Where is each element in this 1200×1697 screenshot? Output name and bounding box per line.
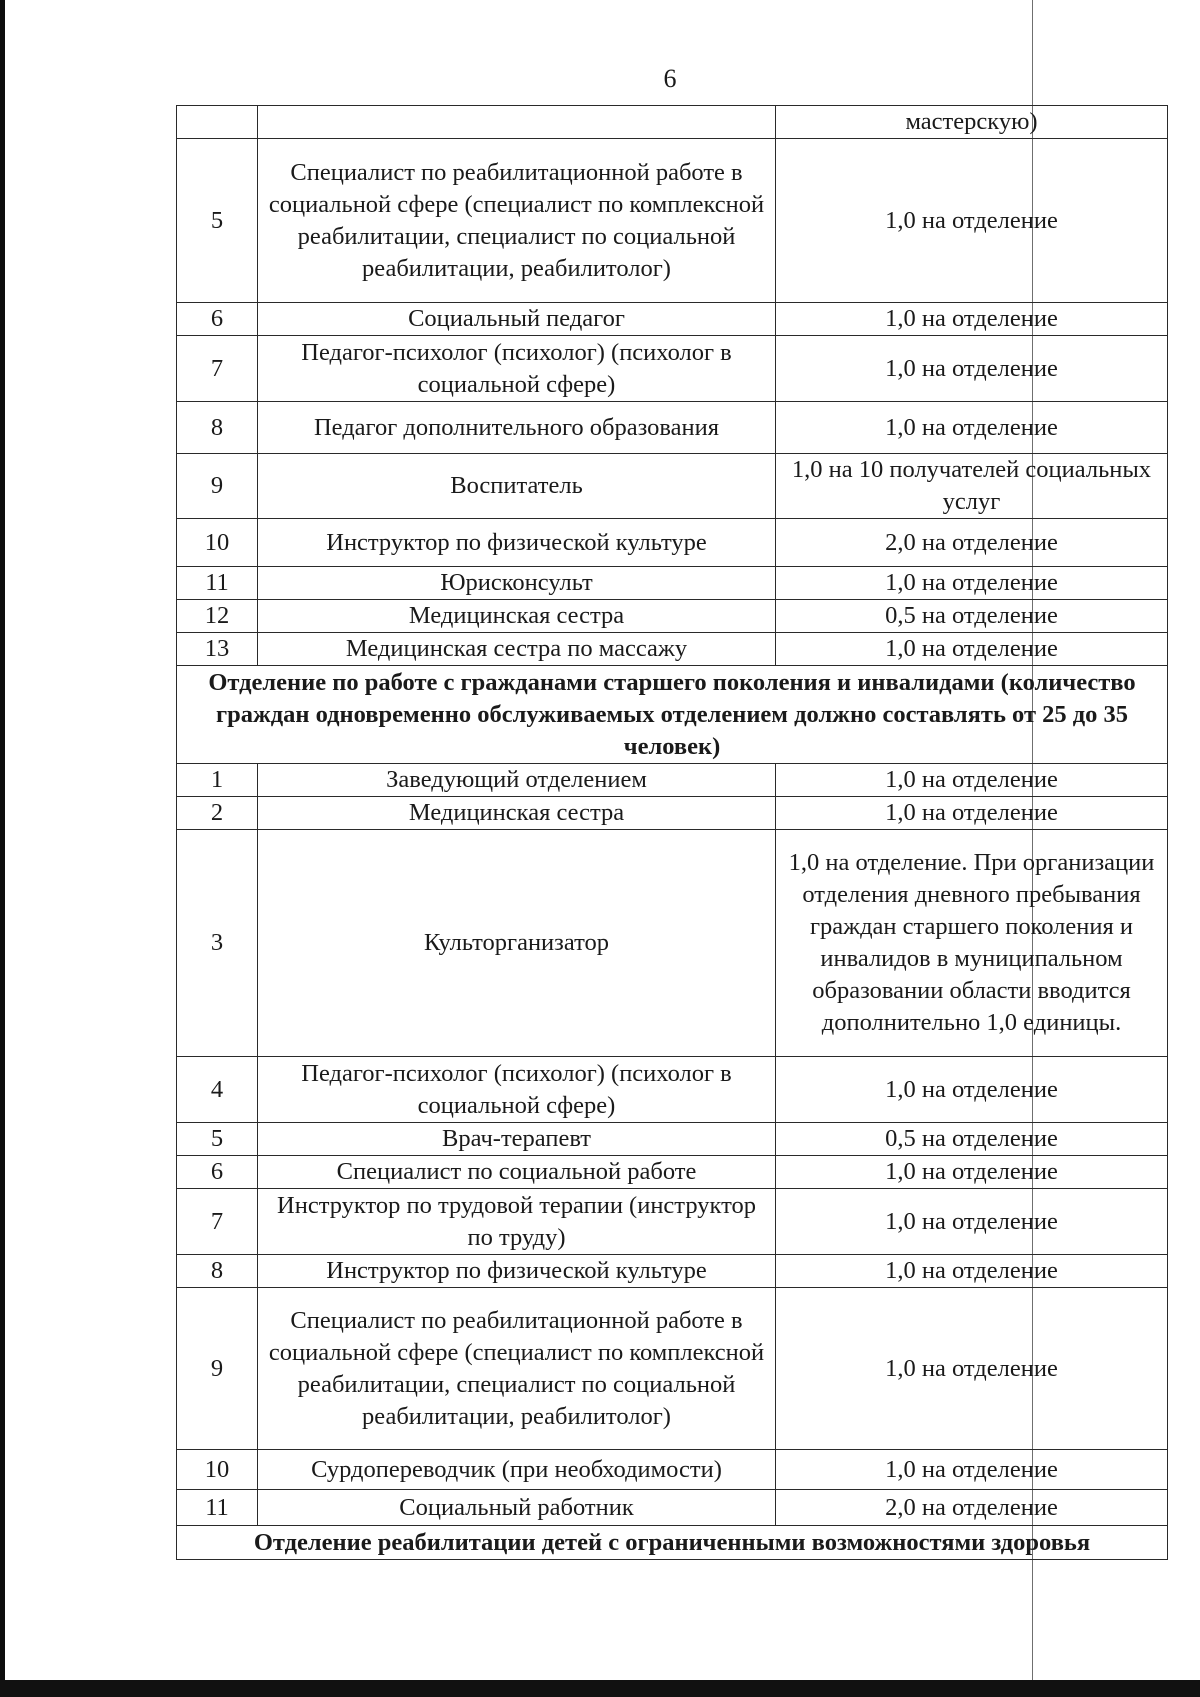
- section-title-children: Отделение реабилитации детей с ограниченными возможностями здоровья: [177, 1526, 1168, 1560]
- table-row: [177, 764, 1168, 797]
- row-number: 13: [177, 633, 258, 666]
- position-name: Медицинская сестра: [258, 600, 776, 633]
- table-row: [177, 454, 1168, 519]
- staff-norm: 2,0 на отделение: [776, 519, 1168, 567]
- position-name: Специалист по реабилитационной работе в социальной сфере (специалист по комплексной реабилитации, специалист по социальной реабилитации, реабилитолог): [258, 1288, 776, 1450]
- table-row: [177, 1255, 1168, 1288]
- staff-norm: 1,0 на отделение: [776, 139, 1168, 303]
- table-row: [177, 106, 1168, 139]
- staff-norm: 1,0 на отделение: [776, 633, 1168, 666]
- position-name: Педагог дополнительного образования: [258, 402, 776, 454]
- table-row: [177, 633, 1168, 666]
- table-row: [177, 600, 1168, 633]
- section-header-row: [177, 1526, 1168, 1560]
- table-row: [177, 1156, 1168, 1189]
- row-number: 10: [177, 1450, 258, 1490]
- row-number: 8: [177, 1255, 258, 1288]
- row-number: 9: [177, 454, 258, 519]
- staff-norm: 1,0 на отделение: [776, 1156, 1168, 1189]
- row-number: 6: [177, 1156, 258, 1189]
- table-row: [177, 1490, 1168, 1526]
- table-row: [177, 402, 1168, 454]
- position-name: Врач-терапевт: [258, 1123, 776, 1156]
- staff-norm: 1,0 на отделение: [776, 567, 1168, 600]
- table-row: [177, 797, 1168, 830]
- staff-norm: 1,0 на отделение: [776, 1255, 1168, 1288]
- position-name: Юрисконсульт: [258, 567, 776, 600]
- position-name: Специалист по реабилитационной работе в социальной сфере (специалист по комплексной реабилитации, специалист по социальной реабилитации, реабилитолог): [258, 139, 776, 303]
- row-number: 7: [177, 336, 258, 402]
- row-number: [177, 106, 258, 139]
- position-name: Социальный работник: [258, 1490, 776, 1526]
- position-name: Медицинская сестра по массажу: [258, 633, 776, 666]
- position-name: Медицинская сестра: [258, 797, 776, 830]
- position-name: Педагог-психолог (психолог) (психолог в социальной сфере): [258, 1057, 776, 1123]
- row-number: 9: [177, 1288, 258, 1450]
- staffing-table: [176, 105, 1168, 1560]
- table-row: [177, 567, 1168, 600]
- row-number: 5: [177, 1123, 258, 1156]
- staff-norm: 1,0 на отделение: [776, 336, 1168, 402]
- table-row: [177, 1189, 1168, 1255]
- table-row: [177, 830, 1168, 1057]
- position-name: Инструктор по физической культуре: [258, 1255, 776, 1288]
- staff-norm: 1,0 на отделение. При организации отделения дневного пребывания граждан старшего поколения и инвалидов в муниципальном образовании области вводится дополнительно 1,0 единицы.: [776, 830, 1168, 1057]
- staff-norm: 1,0 на отделение: [776, 797, 1168, 830]
- row-number: 4: [177, 1057, 258, 1123]
- staff-norm: 1,0 на отделение: [776, 1288, 1168, 1450]
- row-number: 8: [177, 402, 258, 454]
- table-row: [177, 336, 1168, 402]
- staff-norm: 2,0 на отделение: [776, 1490, 1168, 1526]
- section-title-elderly: Отделение по работе с гражданами старшего поколения и инвалидами (количество граждан одновременно обслуживаемых отделением должно составлять от 25 до 35 человек): [177, 666, 1168, 764]
- row-number: 10: [177, 519, 258, 567]
- staff-norm: 1,0 на отделение: [776, 1057, 1168, 1123]
- staff-norm: 0,5 на отделение: [776, 1123, 1168, 1156]
- staff-norm: мастерскую): [776, 106, 1168, 139]
- position-name: Инструктор по физической культуре: [258, 519, 776, 567]
- position-name: Педагог-психолог (психолог) (психолог в социальной сфере): [258, 336, 776, 402]
- row-number: 11: [177, 1490, 258, 1526]
- staff-norm: 1,0 на отделение: [776, 1189, 1168, 1255]
- row-number: 7: [177, 1189, 258, 1255]
- table-row: [177, 519, 1168, 567]
- position-name: Инструктор по трудовой терапии (инструктор по труду): [258, 1189, 776, 1255]
- staff-norm: 1,0 на отделение: [776, 1450, 1168, 1490]
- position-name: [258, 106, 776, 139]
- position-name: Культорганизатор: [258, 830, 776, 1057]
- table-row: [177, 1057, 1168, 1123]
- position-name: Социальный педагог: [258, 303, 776, 336]
- row-number: 2: [177, 797, 258, 830]
- staff-norm: 0,5 на отделение: [776, 600, 1168, 633]
- table-row: [177, 1288, 1168, 1450]
- row-number: 1: [177, 764, 258, 797]
- row-number: 11: [177, 567, 258, 600]
- section-header-row: [177, 666, 1168, 764]
- staff-norm: 1,0 на 10 получателей социальных услуг: [776, 454, 1168, 519]
- position-name: Сурдопереводчик (при необходимости): [258, 1450, 776, 1490]
- position-name: Заведующий отделением: [258, 764, 776, 797]
- table-row: [177, 1123, 1168, 1156]
- table-row: [177, 303, 1168, 336]
- table-row: [177, 1450, 1168, 1490]
- staff-norm: 1,0 на отделение: [776, 764, 1168, 797]
- scan-left-edge: [0, 0, 5, 1697]
- row-number: 12: [177, 600, 258, 633]
- position-name: Специалист по социальной работе: [258, 1156, 776, 1189]
- page-number: 6: [663, 64, 677, 93]
- row-number: 3: [177, 830, 258, 1057]
- staff-norm: 1,0 на отделение: [776, 303, 1168, 336]
- staff-norm: 1,0 на отделение: [776, 402, 1168, 454]
- row-number: 5: [177, 139, 258, 303]
- position-name: Воспитатель: [258, 454, 776, 519]
- table-row: [177, 139, 1168, 303]
- scan-bottom-edge: [0, 1680, 1200, 1697]
- row-number: 6: [177, 303, 258, 336]
